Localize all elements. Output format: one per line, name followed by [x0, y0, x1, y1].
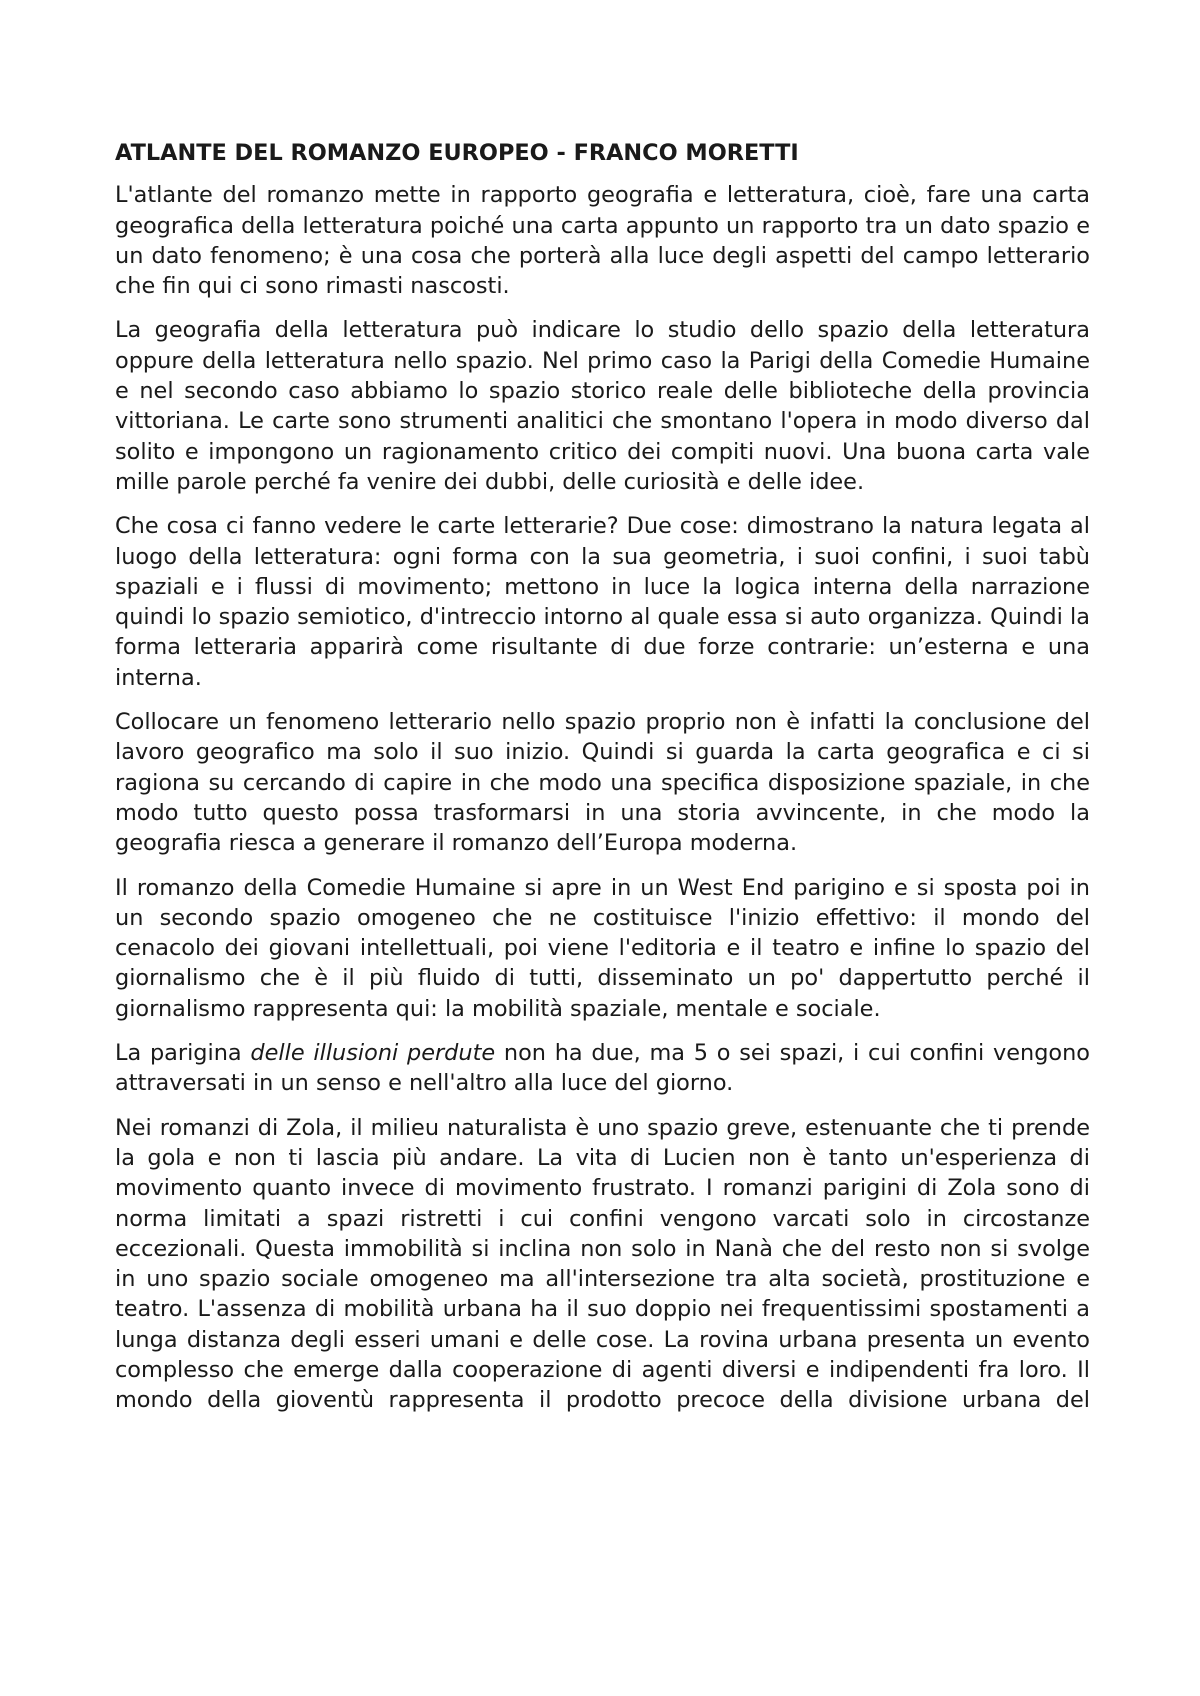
paragraph-2: La geografia della letteratura può indicare lo studio dello spazio della letteratura oppure della letteratura nello spazio. Nel primo caso la Parigi della Comedie Humaine e nel secondo caso abbiamo lo spazio storico reale delle biblioteche della provincia vittoriana. Le carte sono strumenti analitici che smontano l'opera in modo diverso dal solito e impongono un ragionamento critico dei compiti nuovi. Una buona carta vale mille parole perché fa venire dei dubbi, delle curiosità e delle idee.	[115, 317, 1090, 495]
paragraph-6-after: non ha due, ma 5 o sei spazi, i cui confini vengono attraversati in un senso e nell'altro alla luce del giorno.	[115, 1040, 1090, 1097]
paragraph-3: Che cosa ci fanno vedere le carte letterarie? Due cose: dimostrano la natura legata al luogo della letteratura: ogni forma con la sua geometria, i suoi confini, i suoi tabù spaziali e i flussi di movimento; mettono in luce la logica interna della narrazione quindi lo spazio semiotico, d'intreccio intorno al quale essa si auto organizza. Quindi la forma letteraria apparirà come risultante di due forze contrarie: un’esterna e una interna.	[115, 513, 1090, 691]
paragraph-7: Nei romanzi di Zola, il milieu naturalista è uno spazio greve, estenuante che ti prende la gola e non ti lascia più andare. La vita di Lucien non è tanto un'esperienza di movimento quanto invece di movimento frustrato. I romanzi parigini di Zola sono di norma limitati a spazi ristretti i cui confini vengono varcati solo in circostanze eccezionali. Questa immobilità si inclina non solo in Nanà che del resto non si svolge in uno spazio sociale omogeneo ma all'intersezione tra alta società, prostituzione e teatro. L'assenza di mobilità urbana ha il suo doppio nei frequentissimi spostamenti a lunga distanza degli esseri umani e delle cose. La rovina urbana presenta un evento complesso che emerge dalla cooperazione di agenti diversi e indipendenti fra loro. Il mondo della gioventù rappresenta il prodotto precoce della divisione urbana del	[115, 1114, 1090, 1414]
paragraph-6-before: La parigina	[115, 1040, 251, 1067]
paragraph-4: Collocare un fenomeno letterario nello spazio proprio non è infatti la conclusione del lavoro geografico ma solo il suo inizio. Quindi si guarda la carta geografica e ci si ragiona su cercando di capire in che modo una specifica disposizione spaziale, in che modo tutto questo possa trasformarsi in una storia avvincente, in che modo la geografia riesca a generare il romanzo dell’Europa moderna.	[115, 709, 1090, 857]
paragraph-1: L'atlante del romanzo mette in rapporto geografia e letteratura, cioè, fare una carta geografica della letteratura poiché una carta appunto un rapporto tra un dato spazio e un dato fenomeno; è una cosa che porterà alla luce degli aspetti del campo letterario che fin qui ci sono rimasti nascosti.	[115, 182, 1090, 300]
paragraph-6	[115, 1038, 1090, 1099]
document-title: ATLANTE DEL ROMANZO EUROPEO - FRANCO MORETTI	[115, 140, 799, 166]
document-body	[115, 138, 1090, 1430]
paragraph-5: Il romanzo della Comedie Humaine si apre in un West End parigino e si sposta poi in un secondo spazio omogeneo che ne costituisce l'inizio effettivo: il mondo del cenacolo dei giovani intellettuali, poi viene l'editoria e il teatro e infine lo spazio del giornalismo che è il più fluido di tutti, disseminato un po' dappertutto perché il giornalismo rappresenta qui: la mobilità spaziale, mentale e sociale.	[115, 874, 1090, 1022]
paragraph-6-italic-title: delle illusioni perdute	[250, 1040, 496, 1067]
